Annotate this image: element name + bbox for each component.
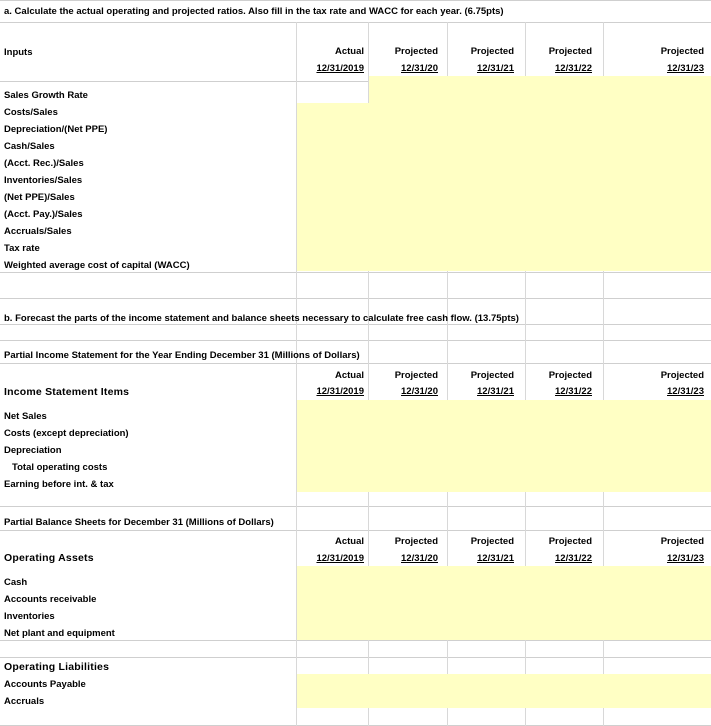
row-label: (Net PPE)/Sales [4, 192, 75, 203]
operating-liabilities-header: Operating Liabilities [4, 661, 110, 673]
col-header-date: 12/31/21 [477, 63, 514, 74]
row-line [0, 298, 711, 299]
income-header: Income Statement Items [4, 386, 130, 398]
row-label: Inventories [4, 611, 55, 622]
col-header-actual: Actual [334, 46, 364, 57]
balance-caption: Partial Balance Sheets for December 31 (Millions of Dollars) [4, 517, 274, 528]
col-header-date: 12/31/23 [667, 553, 704, 564]
col-header-date: 12/31/23 [667, 386, 704, 397]
col-header-projected: Projected [470, 46, 514, 57]
row-label: Accounts receivable [4, 594, 97, 605]
row-label: Accounts Payable [4, 679, 86, 690]
row-label: Tax rate [4, 243, 40, 254]
row-label: Depreciation [4, 445, 62, 456]
col-header-date: 12/31/21 [477, 553, 514, 564]
row-line [0, 506, 711, 507]
col-header-date: 12/31/20 [401, 386, 438, 397]
row-label: Earning before int. & tax [4, 479, 114, 490]
col-header-actual: Actual [334, 536, 364, 547]
row-line [0, 530, 711, 531]
col-header-actual: Actual [334, 370, 364, 381]
row-label: Cash/Sales [4, 141, 55, 152]
col-header-date: 12/31/2019 [316, 553, 364, 564]
col-header-date: 12/31/22 [555, 553, 592, 564]
col-header-projected: Projected [660, 46, 704, 57]
row-line [0, 324, 711, 325]
row-label: Depreciation/(Net PPE) [4, 124, 108, 135]
row-line [0, 340, 711, 341]
row-line [0, 363, 711, 364]
row-label: (Acct. Pay.)/Sales [4, 209, 83, 220]
col-header-projected: Projected [394, 536, 438, 547]
col-header-projected: Projected [470, 536, 514, 547]
col-header-date: 12/31/20 [401, 63, 438, 74]
row-line [0, 640, 711, 641]
input-area-ratios[interactable] [297, 103, 711, 271]
row-line [0, 22, 711, 23]
col-header-projected: Projected [394, 46, 438, 57]
col-header-projected: Projected [660, 536, 704, 547]
section-a-title: a. Calculate the actual operating and projected ratios. Also fill in the tax rate and WACC for each year. (6.75pts) [4, 6, 504, 17]
row-label: Costs/Sales [4, 107, 58, 118]
col-header-date: 12/31/23 [667, 63, 704, 74]
row-label: Accruals/Sales [4, 226, 72, 237]
row-label: Weighted average cost of capital (WACC) [4, 260, 190, 271]
col-header-date: 12/31/2019 [316, 63, 364, 74]
col-header-projected: Projected [394, 370, 438, 381]
input-area-income[interactable] [297, 400, 711, 492]
col-header-projected: Projected [660, 370, 704, 381]
input-area-liabilities[interactable] [297, 674, 711, 708]
col-header-date: 12/31/2019 [316, 386, 364, 397]
row-label: Inventories/Sales [4, 175, 83, 186]
row-label: Cash [4, 577, 28, 588]
row-label: Net plant and equipment [4, 628, 115, 639]
row-label: Net Sales [4, 411, 47, 422]
col-header-projected: Projected [470, 370, 514, 381]
row-line [0, 0, 711, 1]
row-label: (Acct. Rec.)/Sales [4, 158, 84, 169]
inputs-label: Inputs [4, 47, 33, 58]
col-header-date: 12/31/22 [555, 63, 592, 74]
col-header-projected: Projected [548, 536, 592, 547]
col-header-projected: Projected [548, 370, 592, 381]
col-header-date: 12/31/21 [477, 386, 514, 397]
row-label: Accruals [4, 696, 45, 707]
input-area-assets[interactable] [297, 566, 711, 640]
operating-assets-header: Operating Assets [4, 552, 94, 564]
section-b-title: b. Forecast the parts of the income statement and balance sheets necessary to calculate free cash flow. (13.75pts) [4, 313, 519, 324]
income-caption: Partial Income Statement for the Year Ending December 31 (Millions of Dollars) [4, 350, 360, 361]
col-header-date: 12/31/20 [401, 553, 438, 564]
row-label: Sales Growth Rate [4, 90, 88, 101]
col-header-projected: Projected [548, 46, 592, 57]
col-header-date: 12/31/22 [555, 386, 592, 397]
input-area-sales-growth[interactable] [369, 76, 711, 103]
row-label: Costs (except depreciation) [4, 428, 129, 439]
row-line [0, 657, 711, 658]
row-label: Total operating costs [12, 462, 108, 473]
row-line [0, 272, 711, 273]
